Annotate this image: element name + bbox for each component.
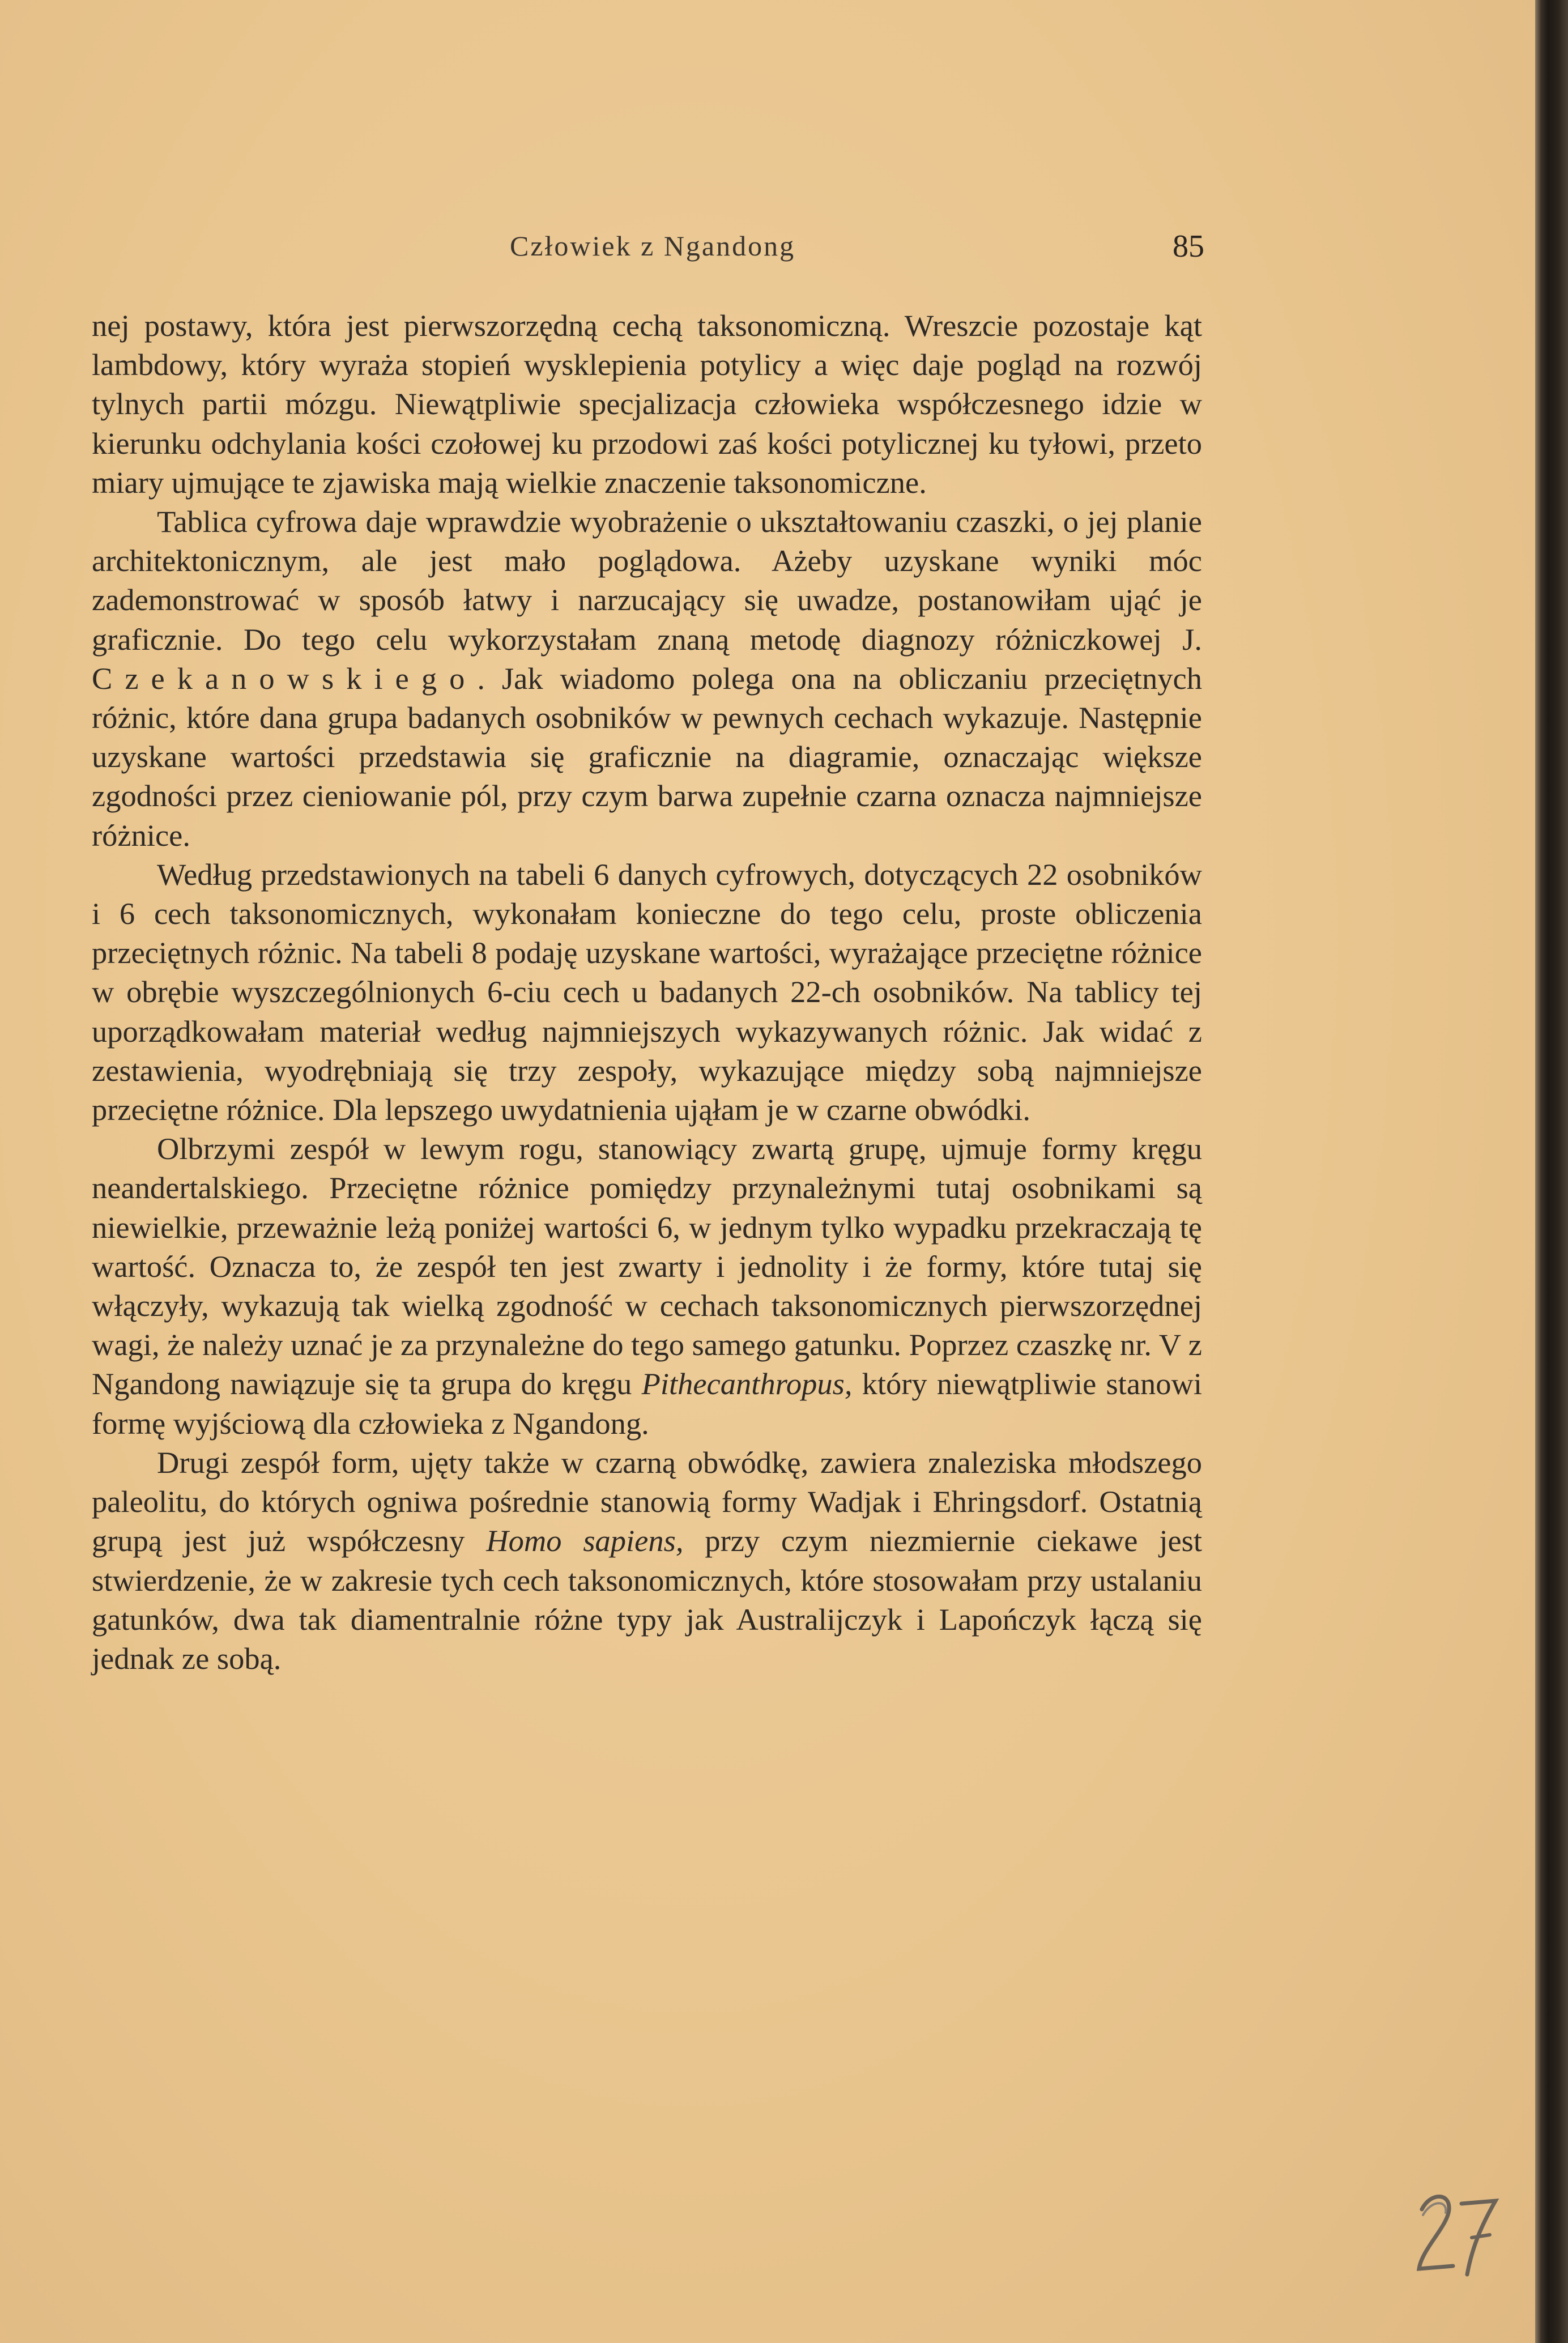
text-run: Drugi zespół form, ujęty także w czarną obwódkę, zawiera znaleziska młodszego paleolitu, do których ogniwa pośrednie stanowią formy Wadjak i Ehringsdorf. Ostatnią grupą jest już współczesny bbox=[92, 1445, 1202, 1558]
running-title: Człowiek z Ngandong bbox=[510, 230, 796, 262]
text-run: nej postawy, która jest pierwszorzędną cechą taksonomiczną. Wreszcie pozostaje kąt lambdowy, który wyraża stopień wysklepienia potylicy a więc daje pogląd na rozwój tylnych partii mózgu. Niewątpliwie specjalizacja człowieka współczesnego idzie w kierunku odchylania kości czołowej ku przodowi zaś kości potylicznej ku tyłowi, przeto miary ujmujące te zjawiska mają wielkie znaczenie taksonomiczne. bbox=[92, 308, 1202, 500]
paragraph-p2 bbox=[92, 502, 1202, 855]
paragraph-p5 bbox=[92, 1443, 1202, 1678]
page-number: 85 bbox=[1173, 229, 1204, 264]
text-run: Pithecanthropus, bbox=[641, 1366, 853, 1401]
page-header bbox=[91, 229, 1224, 275]
text-run: przy czym niezmiernie ciekawe jest stwierdzenie, że w zakresie tych cech taksonomicznych, które stosowałam przy ustalaniu gatunków, dwa tak diamentralnie różne typy jak Australijczyk i Lapończyk łączą się jednak ze sobą. bbox=[92, 1523, 1203, 1676]
paragraph-p1 bbox=[92, 306, 1202, 502]
text-run: Olbrzymi zespół w lewym rogu, stanowiący zwartą grupę, ujmuje formy kręgu neandertalskiego. Przeciętne różnice pomiędzy przynależnymi tutaj osobnikami są niewielkie, przeważnie leżą poniżej wartości 6, w jednym tylko wypadku przekraczają tę wartość. Oznacza to, że zespół ten jest zwarty i jednolity i że formy, które tutaj się włączyły, wykazują tak wielką zgodność w cechach taksonomicznych pierwszorzędnej wagi, że należy uznać je za przynależne do tego samego gatunku. Poprzez czaszkę nr. V z Ngandong nawiązuje się ta grupa do kręgu bbox=[92, 1131, 1202, 1401]
text-run: Według przedstawionych na tabeli 6 danych cyfrowych, dotyczących 22 osobników i 6 cech taksonomicznych, wykonałam konieczne do tego celu, proste obliczenia przeciętnych różnic. Na tabeli 8 podaję uzyskane wartości, wyrażające przeciętne różnice w obrębie wyszczególnionych 6-ciu cech u badanych 22-ch osobników. Na tablicy tej uporządkowałam materiał według najmniejszych wykazywanych różnic. Jak widać z zestawienia, wyodrębniają się trzy zespoły, wykazujące między sobą najmniejsze przeciętne różnice. Dla lepszego uwydatnienia ująłam je w czarne obwódki. bbox=[92, 857, 1202, 1127]
body-text bbox=[92, 306, 1202, 1678]
text-run: Czekanowskiego bbox=[92, 661, 478, 696]
paragraph-p4 bbox=[92, 1129, 1202, 1443]
paragraph-p3 bbox=[92, 855, 1202, 1129]
text-run: . Jak wiadomo polega ona na obliczaniu przeciętnych różnic, które dana grupa badanych osobników w pewnych cechach wykazuje. Następnie uzyskane wartości przedstawia się graficznie na diagramie, oznaczając większe zgodności przez cieniowanie pól, przy czym barwa zupełnie czarna oznacza najmniejsze różnice. bbox=[92, 661, 1202, 853]
book-binding-edge bbox=[1535, 0, 1568, 2343]
text-run: Homo sapiens, bbox=[486, 1523, 684, 1558]
handwritten-page-mark bbox=[1405, 2175, 1507, 2289]
text-run: który niewątpliwie stanowi formę wyjściową dla człowieka z Ngandong. bbox=[92, 1366, 1203, 1441]
text-run: Tablica cyfrowa daje wprawdzie wyobrażenie o ukształtowaniu czaszki, o jej planie architektonicznym, ale jest mało poglądowa. Ażeby uzyskane wyniki móc zademonstrować w sposób łatwy i narzucający się uwadze, postanowiłam ująć je graficznie. Do tego celu wykorzystałam znaną metodę diagnozy różniczkowej J. bbox=[92, 504, 1202, 657]
